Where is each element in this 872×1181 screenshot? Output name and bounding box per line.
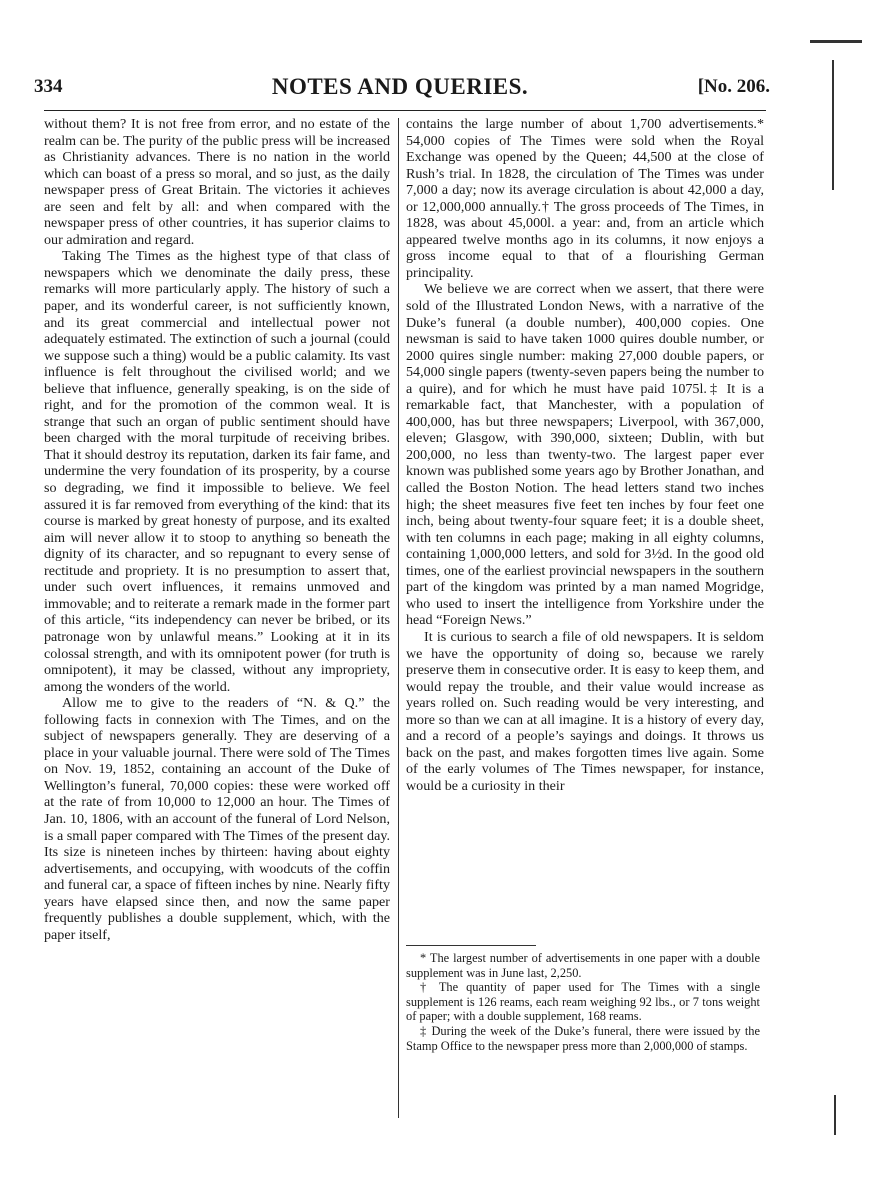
paragraph: Taking The Times as the highest type of that class of newspapers which we denominate the daily press, these remarks will more particularly apply. The history of such a paper, and its wonderful career, is not sufficiently known, and its great commercial and intellectual power not adequately estimated. The extinction of such a journal (could we suppose such a thing) would be a public calamity. Its vast influence is felt throughout the civilised world; and we believe that influence, generally speaking, is on the side of right, and for the promotion of the common weal. It is strange that such an organ of public sentiment should have been charged with the moral turpitude of receiving bribes. That it should destroy its reputation, darken its fair fame, and undermine the very foundation of its prosperity, by a course so degrading, we find it impossible to believe. We feel assured it is far removed from everything of the kind: that its course is marked by great honesty of purpose, and its exalted aim will never allow it to stoop to anything so beneath the dignity of its character, and so repugnant to every sense of rectitude and propriety. It is no presumption to assert that, under such overt influences, it remains unmoved and immovable; and to reiterate a remark made in the former part of this article, “its independency can never be bribed, or its patronage won by unlawful means.” Looking at it in its colossal strength, and with its omnipotent power (for truth is omnipotent), it may be classed, without any impropriety, among the wonders of the world. [44, 248, 390, 695]
paragraph: without them? It is not free from error, and no estate of the realm can be. The purity of the public press will be increased as Christianity advances. There is no nation in the world which can boast of a press so moral, and so just, as the daily newspaper press of Great Britain. The victories it achieves are seen and felt by all: and when compared with the newspaper press of other countries, it has superior claims to our admiration and regard. [44, 116, 390, 248]
header-rule [44, 110, 766, 111]
paragraph: contains the large number of about 1,700 advertisements.* 54,000 copies of The Times were sold when the Royal Exchange was opened by the Queen; 44,500 at the close of Rush’s trial. In 1828, the circulation of The Times was under 7,000 a day; now its average circulation is about 42,000 a day, or 12,000,000 annually.† The gross proceeds of The Times, in 1828, was about 45,000l. a year: and, from an article which appeared twelve months ago in its columns, it now enjoys a gross income equal to that of a flourishing German principality. [406, 116, 764, 281]
page-title: NOTES AND QUERIES. [271, 74, 529, 99]
scan-edge-mark [832, 60, 834, 190]
page-number: 334 [34, 76, 63, 97]
scan-edge-mark [810, 40, 862, 43]
page-header [30, 72, 770, 106]
footnote: * The largest number of advertisements in one paper with a double supplement was in June last, 2,250. [406, 951, 760, 980]
footnote: † The quantity of paper used for The Times with a single supplement is 126 reams, each ream weighing 92 lbs., or 7 tons weight of paper; with a double supplement, 168 reams. [406, 980, 760, 1024]
paragraph: Allow me to give to the readers of “N. & Q.” the following facts in connexion with The Times, and on the subject of newspapers generally. They are deserving of a place in your valuable journal. There were sold of The Times on Nov. 19, 1852, containing an account of the Duke of Wellington’s funeral, 70,000 copies: these were worked off at the rate of from 10,000 to 12,000 an hour. The Times of Jan. 10, 1806, with an account of the funeral of Lord Nelson, is a small paper compared with The Times of the present day. Its size is nineteen inches by thirteen: having about eighty advertisements, and occupying, with woodcuts of the coffin and funeral car, a space of fifteen inches by nine. Nearly fifty years have elapsed since then, and now the same paper frequently publishes a double supplement, which, with the paper itself, [44, 695, 390, 943]
right-column [406, 116, 764, 794]
scan-edge-mark [834, 1095, 836, 1135]
footnote: ‡ During the week of the Duke’s funeral, there were issued by the Stamp Office to the newspaper press more than 2,000,000 of stamps. [406, 1023, 760, 1053]
issue-number: [No. 206. [697, 76, 770, 97]
footnotes [406, 951, 760, 1053]
left-column [44, 116, 390, 943]
paragraph: It is curious to search a file of old newspapers. It is seldom we have the opportunity of doing so, because we rarely preserve them in consecutive order. It is easy to keep them, and would repay the trouble, and their value would increase as years rolled on. Such reading would be very interesting, and more so than we can at all imagine. It is a history of every day, and a record of a people’s sayings and doings. It throws us back on the past, and makes forgotten times live again. Some of the early volumes of The Times newspaper, for instance, would be a curiosity in their [406, 628, 764, 794]
column-divider [398, 118, 399, 1118]
paragraph: We believe we are correct when we assert, that there were sold of the Illustrated London News, with a narrative of the Duke’s funeral (a double number), 400,000 copies. One newsman is said to have taken 1000 quires double number, or 2000 quires single number: making 27,000 double papers, or 54,000 single papers (twenty-seven papers being the number to a quire), and for which he must have paid 1075l.‡ It is a remarkable fact, that Manchester, with a population of 400,000, has but three newspapers; Liverpool, with 367,000, eleven; Glasgow, with 390,000, sixteen; Dublin, with but 200,000, no less than twenty-two. The largest paper ever known was published some years ago by Brother Jonathan, and called the Boston Notion. The head letters stand two inches high; the sheet measures five feet ten inches by four feet one inch, being about twenty-four square feet; it is a double sheet, with ten columns in each page; making in all eighty columns, containing 1,000,000 letters, and sold for 3½d. In the good old times, one of the earliest provincial newspapers in the southern part of the kingdom was printed by a man named Mogridge, who used to insert the intelligence from Yorkshire under the head “Foreign News.” [406, 281, 764, 629]
footnote-rule [406, 945, 536, 946]
